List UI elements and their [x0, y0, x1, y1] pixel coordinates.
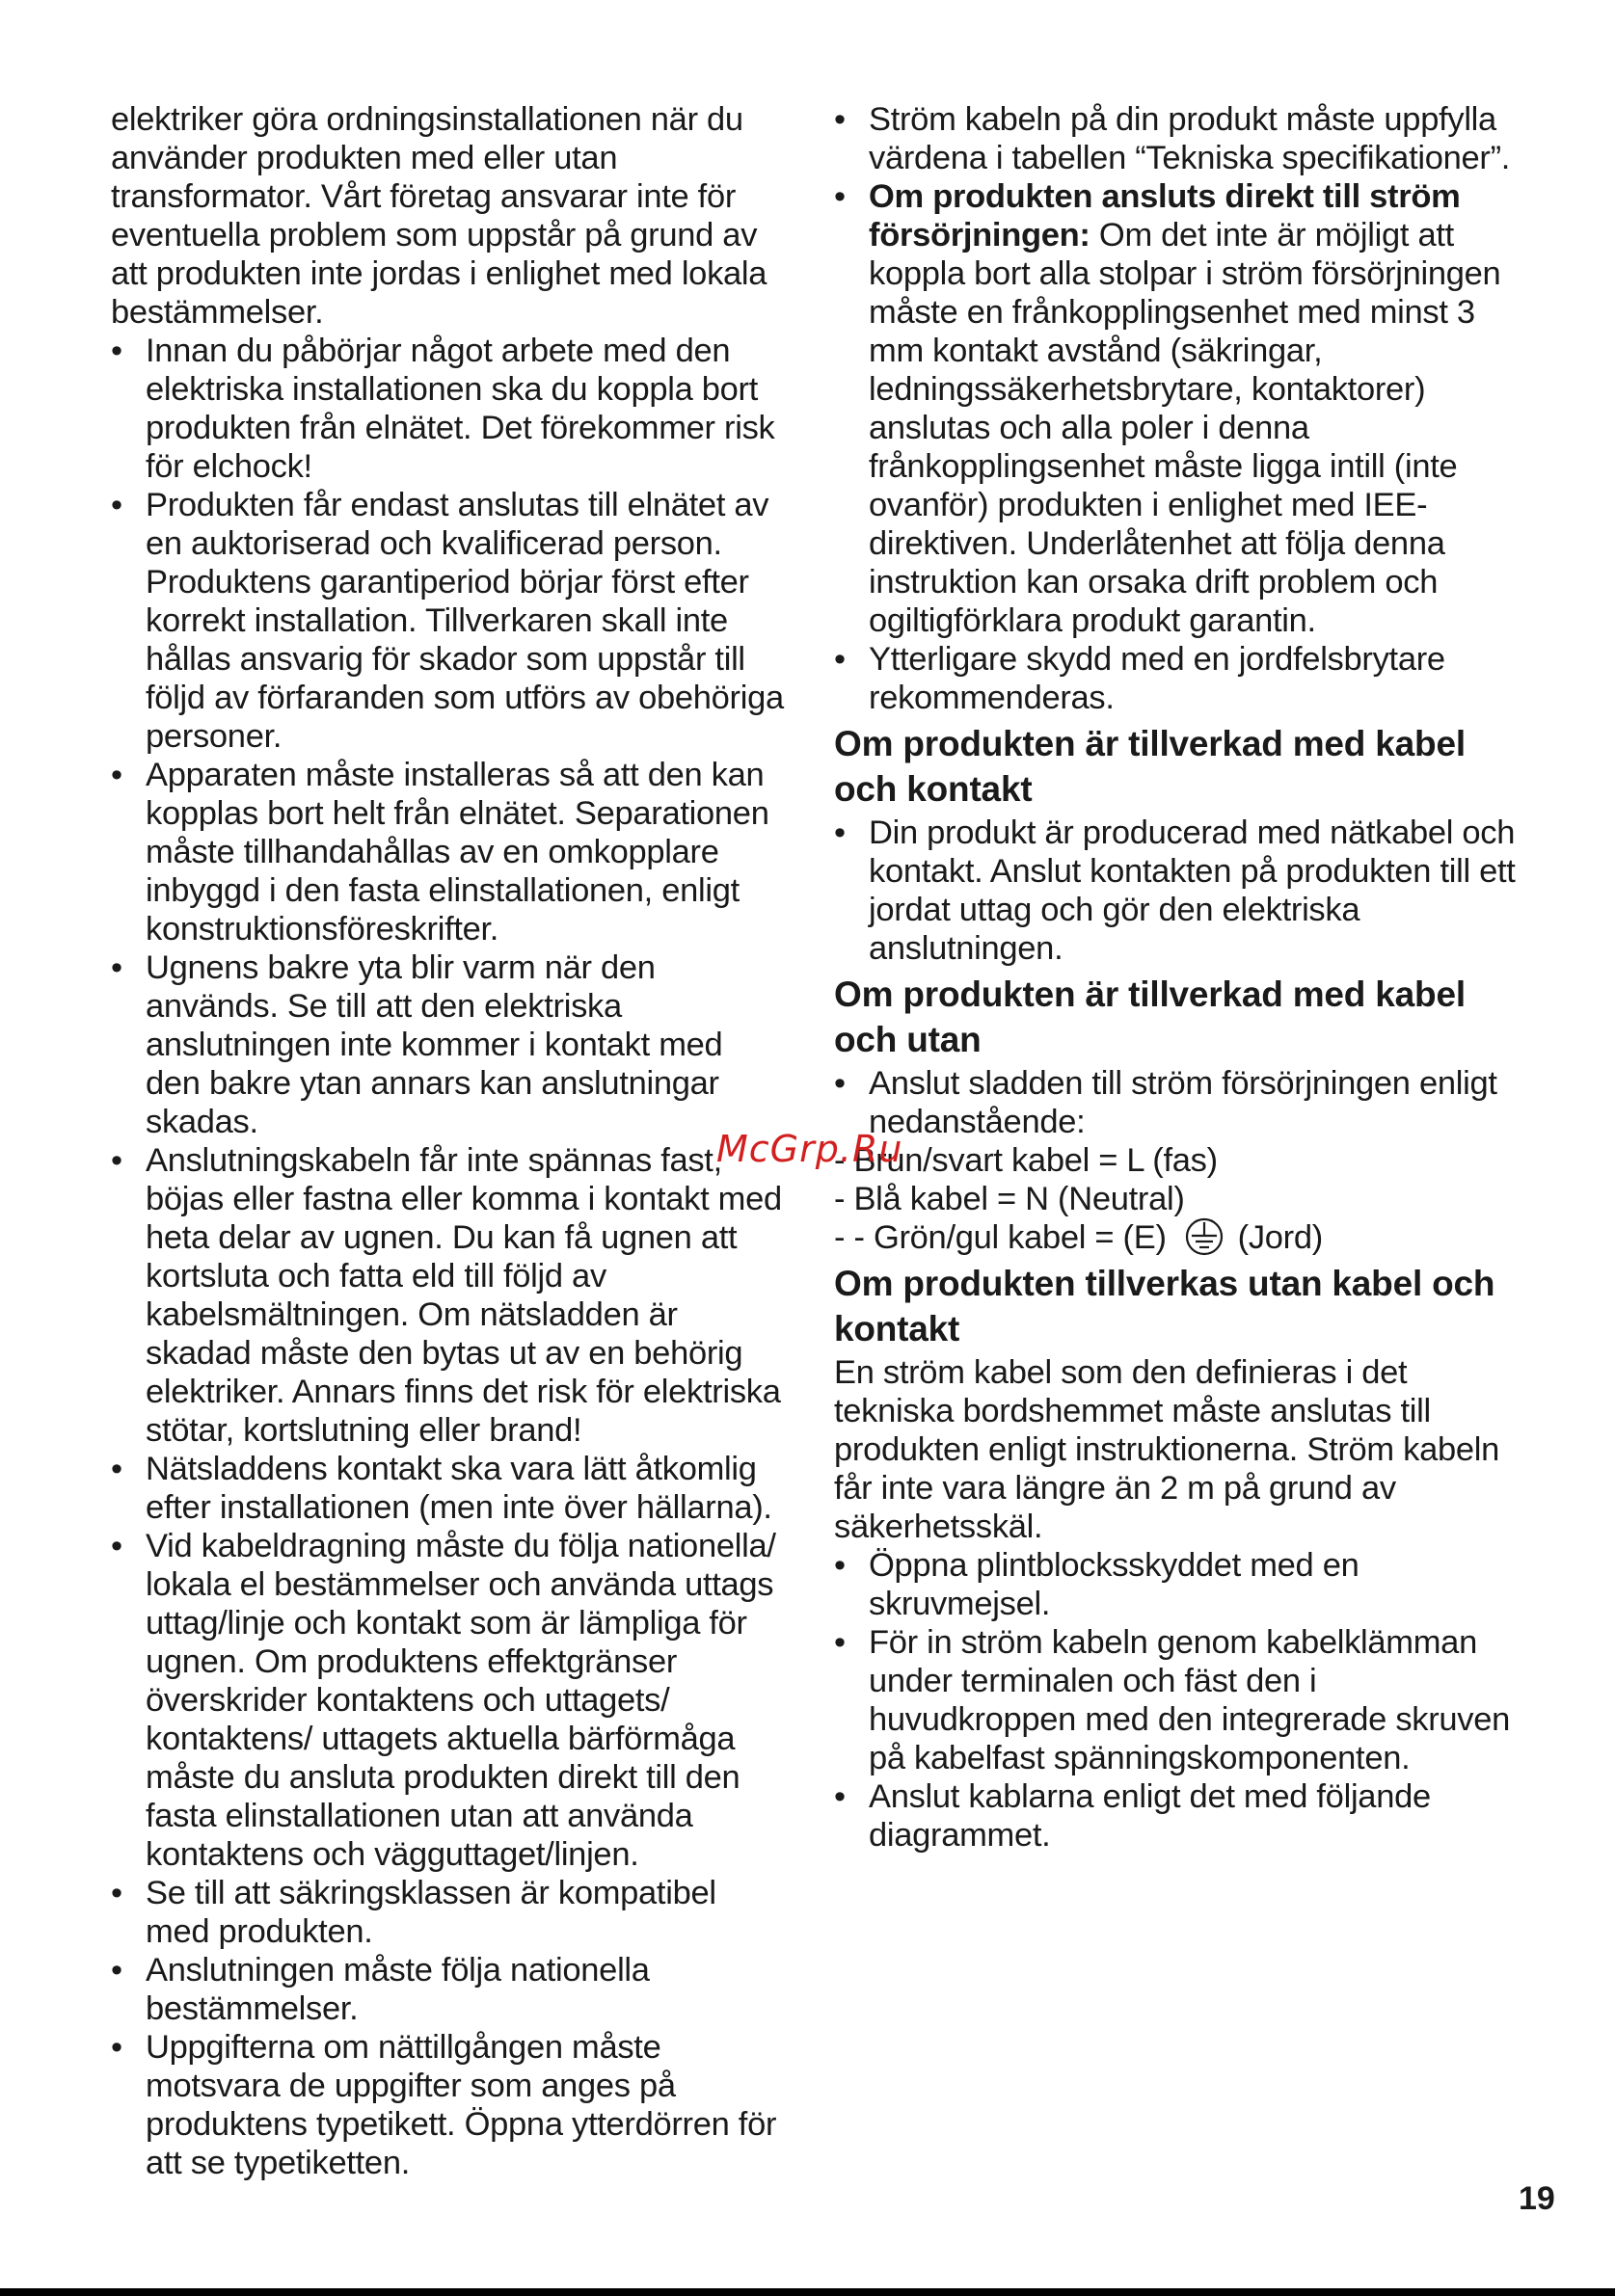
wire-brown-line: - Brun/svart kabel = L (fas) [834, 1142, 1218, 1179]
wire-green-prefix: - - Grön/gul kabel = (E) [834, 1219, 1167, 1256]
list-item: • Vid kabeldragning måste du följa nationella/ lokala el bestämmelser och använda uttags uttag/linje och kontakt som är lämpliga för ugnen. Om produktens effektgränser överskrider kontaktens och uttagets/ kontaktens/ uttagets aktuella bärförmåga måste du ansluta produkten direkt till den fasta elinstallationen utan att använda kontaktens och vägguttaget/linjen. [111, 1527, 786, 1874]
right-column [834, 100, 1519, 1855]
left-column [111, 100, 786, 2182]
list-item: • Anslut sladden till ström försörjningen enligt nedanstående: [834, 1064, 1519, 1141]
list-item: • Din produkt är producerad med nätkabel och kontakt. Anslut kontakten på produkten till ett jordat uttag och gör den elektriska anslutningen. [834, 814, 1519, 968]
section3-bullet-list [834, 1546, 1519, 1855]
bottom-rule [0, 2288, 1615, 2296]
section1-bullet-list [834, 814, 1519, 968]
list-item: • För in ström kabeln genom kabelklämman under terminalen och fäst den i huvudkroppen med den integrerade skruven på kabelfast spänningskomponenten. [834, 1623, 1519, 1777]
list-item: • Öppna plintblocksskyddet med en skruvmejsel. [834, 1546, 1519, 1623]
list-item: • Uppgifterna om nättillgången måste motsvara de uppgifter som anges på produktens typetikett. Öppna ytterdörren för att se typetiketten. [111, 2028, 786, 2182]
wire-blue-line: - Blå kabel = N (Neutral) [834, 1181, 1185, 1217]
list-item: • Nätsladdens kontakt ska vara lätt åtkomlig efter installationen (men inte över hällarna). [111, 1450, 786, 1527]
list-item: • Ström kabeln på din produkt måste uppfylla värdena i tabellen “Tekniska specifikationer”. [834, 100, 1519, 177]
list-item: • Anslutningen måste följa nationella bestämmelser. [111, 1951, 786, 2028]
watermark: McGrp.Ru [716, 1128, 903, 1170]
earth-ground-icon [1182, 1217, 1226, 1256]
section-heading-cable-without: Om produkten är tillverkad med kabel och utan [834, 974, 1466, 1059]
left-bullet-list [111, 332, 786, 2182]
page-number: 19 [1519, 2180, 1555, 2217]
bold-lead-in: Om produkten ansluts direkt till ström försörjningen: [869, 178, 1461, 254]
wire-green-suffix: (Jord) [1237, 1219, 1323, 1256]
list-item: • Produkten får endast anslutas till elnätet av en auktoriserad och kvalificerad person. Produktens garantiperiod börjar först efter korrekt installation. Tillverkaren skall inte hållas ansvarig för skador som uppstår till följd av förfaranden som utförs av obehöriga personer. [111, 486, 786, 756]
list-item [834, 177, 1519, 640]
list-item: • Anslut kablarna enligt det med följande diagrammet. [834, 1777, 1519, 1855]
wire-green-line [834, 1218, 1519, 1257]
right-top-bullet-list [834, 100, 1519, 717]
intro-paragraph: elektriker göra ordningsinstallationen när du använder produkten med eller utan transformator. Vårt företag ansvarar inte för eventuella problem som uppstår på grund av att produkten inte jordas i enlighet med lokala bestämmelser. [111, 101, 767, 331]
list-item: • Innan du påbörjar något arbete med den elektriska installationen ska du koppla bort produkten från elnätet. Det förekommer risk för elchock! [111, 332, 786, 486]
section-heading-cable-and-plug: Om produkten är tillverkad med kabel och kontakt [834, 724, 1466, 809]
section3-paragraph: En ström kabel som den definieras i det tekniska bordshemmet måste anslutas till produkten enligt instruktionerna. Ström kabeln får inte vara längre än 2 m på grund av säkerhetsskäl. [834, 1354, 1500, 1545]
section-heading-no-cable: Om produkten tillverkas utan kabel och kontakt [834, 1264, 1495, 1348]
list-item: • Apparaten måste installeras så att den kan kopplas bort helt från elnätet. Separationen måste tillhandahållas av en omkopplare inbyggd i den fasta elinstallationen, enligt konstruktionsföreskrifter. [111, 756, 786, 948]
list-item: • Ugnens bakre yta blir varm när den används. Se till att den elektriska anslutningen inte kommer i kontakt med den bakre ytan annars kan anslutningar skadas. [111, 948, 786, 1141]
section2-bullet-list [834, 1064, 1519, 1141]
list-item: • Anslutningskabeln får inte spännas fast, böjas eller fastna eller komma i kontakt med heta delar av ugnen. Du kan få ugnen att kortsluta och fatta eld till följd av kabelsmältningen. Om nätsladden är skadad måste den bytas ut av en behörig elektriker. Annars finns det risk för elektriska stötar, kortslutning eller brand! [111, 1141, 786, 1450]
list-item-text: Om det inte är möjligt att koppla bort alla stolpar i ström försörjningen måste en frånkopplingsenhet med minst 3 mm kontakt avstånd (säkringar, ledningssäkerhetsbrytare, kontaktorer) anslutas och alla poler i denna frånkopplingsenhet måste ligga intill (inte ovanför) produkten i enlighet med IEE-direktiven. Underlåtenhet att följa denna instruktion kan orsaka drift problem och ogiltigförklara produkt garantin. [869, 217, 1501, 639]
list-item: • Se till att säkringsklassen är kompatibel med produkten. [111, 1874, 786, 1951]
list-item: • Ytterligare skydd med en jordfelsbrytare rekommenderas. [834, 640, 1519, 717]
